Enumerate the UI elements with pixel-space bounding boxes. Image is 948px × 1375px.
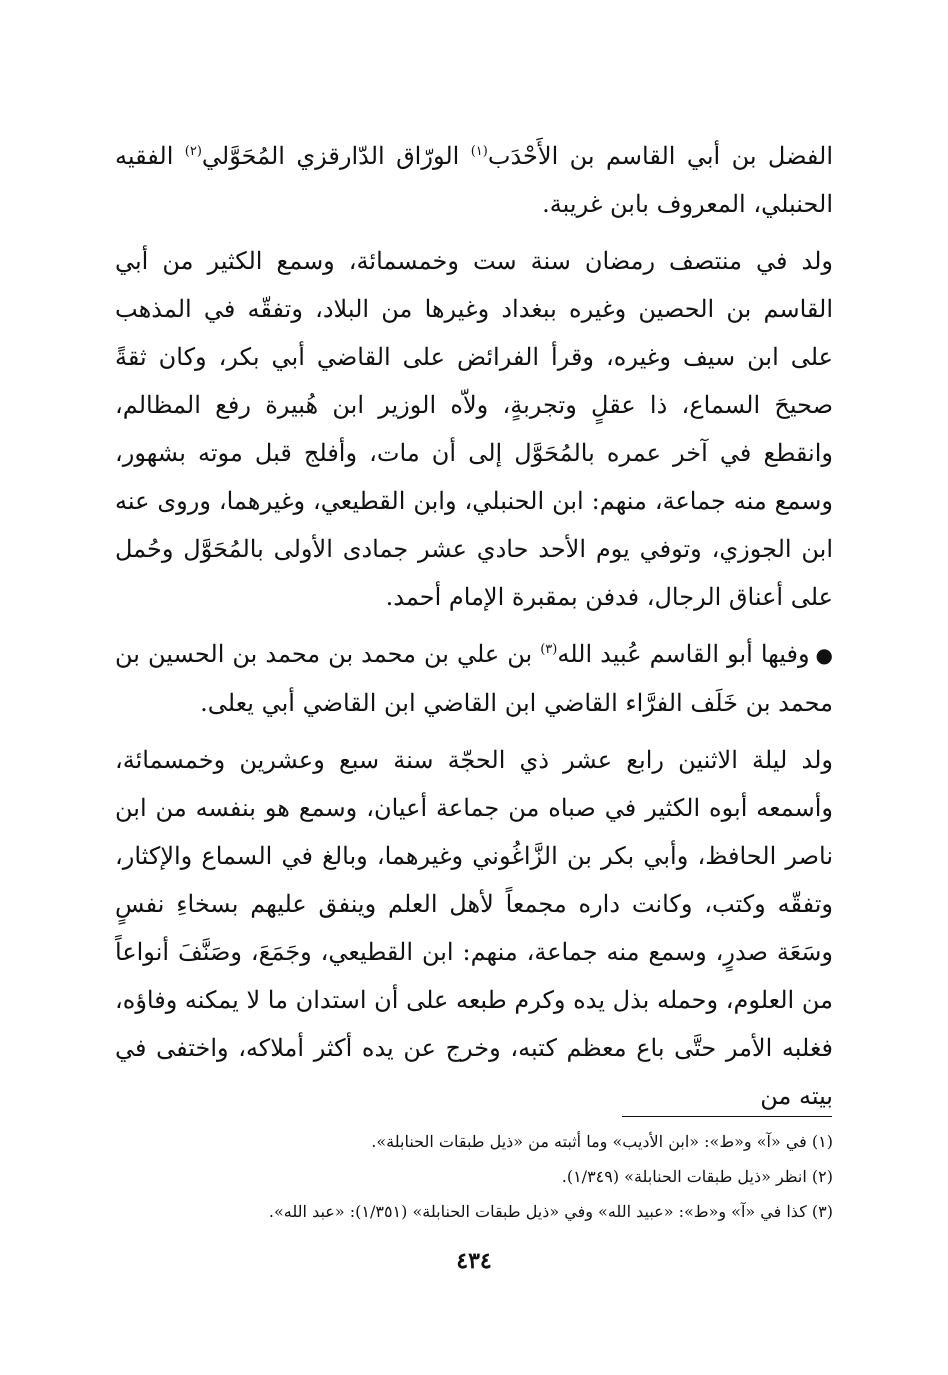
footnote-ref-2: (٢) [184,144,202,159]
paragraph-3 [115,630,833,727]
paragraph-2: ولد في منتصف رمضان سنة ست وخمسمائة، وسمع الكثير من أبي القاسم بن الحصين وغيره ببغداد وغيرها من البلاد، وتفقّه في المذهب على ابن سيف وغيره، وقرأ الفرائض على القاضي أبي بكر، وكان ثقةً صحيحَ السماع، ذا عقلٍ وتجربةٍ، ولاّه الوزير ابن هُبيرة رفع المظالم، وانقطع في آخر عمره بالمُحَوَّل إلى أن مات، وأفلج قبل موته بشهور، وسمع منه جماعة، منهم: ابن الحنبلي، وابن القطيعي، وغيرهما، وروى عنه ابن الجوزي، وتوفي يوم الأحد حادي عشر جمادى الأولى بالمُحَوَّل وحُمل على أعناق الرجال، فدفن بمقبرة الإمام أحمد. [115,247,833,611]
paragraph-3-text-b: بن علي بن محمد بن محمد بن الحسين بن محمد بن خَلَف الفرَّاء القاضي ابن القاضي ابن القاضي أبي يعلى. [115,640,833,717]
footnote-divider [622,1116,832,1117]
footnotes [115,1124,833,1229]
footnote-ref-1: (١) [470,144,488,159]
footnote-ref-3: (٣) [540,642,558,657]
paragraph-1-text-c: الفقيه الحنبلي، المعروف بابن غريبة. [115,142,833,218]
paragraph-3-text-a: وفيها أبو القاسم عُبيد الله [557,640,810,668]
paragraph-1-text-a: الفضل بن أبي القاسم بن الأَحْدَب [487,142,834,170]
paragraph-1 [115,132,833,228]
footnote-1: (١) في «آ» و«ط»: «ابن الأديب» وما أثبته من «ذيل طبقات الحنابلة». [371,1132,833,1151]
main-text [115,132,833,1129]
page-number: ٤٣٤ [456,1248,492,1274]
footnote-2: (٢) انظر «ذيل طبقات الحنابلة» (١/٣٤٩). [561,1167,833,1186]
paragraph-4: ولد ليلة الاثنين رابع عشر ذي الحجّة سنة سبع وعشرين وخمسمائة، وأسمعه أبوه الكثير في صباه من جماعة أعيان، وسمع هو بنفسه من ابن ناصر الحافظ، وأبي بكر بن الزَّاغُوني وغيرهما، وبالغ في السماع والإكثار، وتفقّه وكتب، وكانت داره مجمعاً لأهل العلم وينفق عليهم بسخاءِ نفسٍ وسَعَة صدرٍ، وسمع منه جماعة، منهم: ابن القطيعي، وجَمَعَ، وصَنَّفَ أنواعاً من العلوم، وحمله بذل يده وكرم طبعه على أن استدان ما لا يمكنه وفاؤه، فغلبه الأمر حتَّى باع معظم كتبه، وخرج عن يده أكثر أملاكه، واختفى في بيته من [115,746,834,1110]
paragraph-1-text-b: الورّاق الدّارقزي المُحَوَّلي [201,142,471,170]
bullet-icon: ● [815,643,833,667]
footnote-3: (٣) كذا في «آ» و«ط»: «عبيد الله» وفي «ذيل طبقات الحنابلة» (١/٣٥١): «عبد الله». [268,1202,833,1221]
